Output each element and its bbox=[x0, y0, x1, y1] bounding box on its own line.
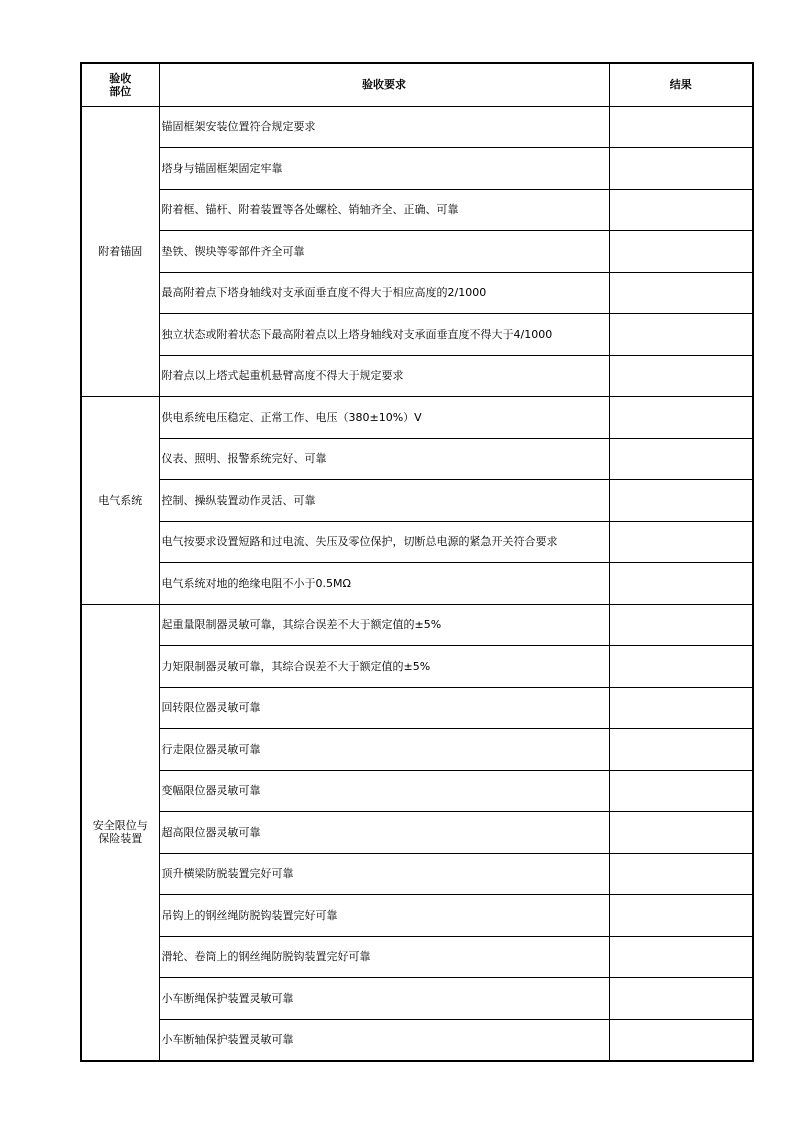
table-row bbox=[81, 272, 753, 314]
section-label-line: 安全限位与 bbox=[92, 819, 148, 832]
table-row bbox=[81, 853, 753, 895]
table-body bbox=[81, 106, 753, 1061]
header-inspection-requirement: 验收要求 bbox=[159, 63, 609, 106]
table-row bbox=[81, 1019, 753, 1061]
result-cell[interactable] bbox=[609, 604, 753, 646]
requirement-cell: 附着框、锚杆、附着装置等各处螺栓、销轴齐全、正确、可靠 bbox=[159, 189, 609, 231]
requirement-cell: 滑轮、卷筒上的钢丝绳防脱钩装置完好可靠 bbox=[159, 936, 609, 978]
table-row bbox=[81, 148, 753, 190]
result-cell[interactable] bbox=[609, 480, 753, 522]
requirement-cell: 起重量限制器灵敏可靠，其综合误差不大于额定值的±5% bbox=[159, 604, 609, 646]
result-cell[interactable] bbox=[609, 770, 753, 812]
result-cell[interactable] bbox=[609, 272, 753, 314]
table-row bbox=[81, 729, 753, 771]
header-inspection-part bbox=[81, 63, 159, 106]
result-cell[interactable] bbox=[609, 521, 753, 563]
requirement-cell: 小车断绳保护装置灵敏可靠 bbox=[159, 978, 609, 1020]
requirement-cell: 最高附着点下塔身轴线对支承面垂直度不得大于相应高度的2/1000 bbox=[159, 272, 609, 314]
table-row bbox=[81, 812, 753, 854]
requirement-cell: 变幅限位器灵敏可靠 bbox=[159, 770, 609, 812]
table-row bbox=[81, 397, 753, 439]
requirement-cell: 行走限位器灵敏可靠 bbox=[159, 729, 609, 771]
table-row bbox=[81, 895, 753, 937]
inspection-table bbox=[80, 62, 754, 1062]
table-row bbox=[81, 604, 753, 646]
result-cell[interactable] bbox=[609, 106, 753, 148]
section-label bbox=[81, 397, 159, 605]
result-cell[interactable] bbox=[609, 812, 753, 854]
requirement-cell: 垫铁、锲块等零部件齐全可靠 bbox=[159, 231, 609, 273]
result-cell[interactable] bbox=[609, 729, 753, 771]
requirement-cell: 超高限位器灵敏可靠 bbox=[159, 812, 609, 854]
result-cell[interactable] bbox=[609, 687, 753, 729]
result-cell[interactable] bbox=[609, 936, 753, 978]
result-cell[interactable] bbox=[609, 355, 753, 397]
result-cell[interactable] bbox=[609, 231, 753, 273]
table-row bbox=[81, 521, 753, 563]
requirement-cell: 小车断轴保护装置灵敏可靠 bbox=[159, 1019, 609, 1061]
requirement-cell: 独立状态或附着状态下最高附着点以上塔身轴线对支承面垂直度不得大于4/1000 bbox=[159, 314, 609, 356]
result-cell[interactable] bbox=[609, 563, 753, 605]
result-cell[interactable] bbox=[609, 1019, 753, 1061]
result-cell[interactable] bbox=[609, 895, 753, 937]
result-cell[interactable] bbox=[609, 148, 753, 190]
table-row bbox=[81, 438, 753, 480]
requirement-cell: 仪表、照明、报警系统完好、可靠 bbox=[159, 438, 609, 480]
result-cell[interactable] bbox=[609, 978, 753, 1020]
header-result: 结果 bbox=[609, 63, 753, 106]
section-label-line: 附着锚固 bbox=[98, 244, 143, 258]
requirement-cell: 供电系统电压稳定、正常工作、电压（380±10%）V bbox=[159, 397, 609, 439]
table-row bbox=[81, 770, 753, 812]
header-part-line2: 部位 bbox=[109, 84, 132, 98]
table-row bbox=[81, 646, 753, 688]
result-cell[interactable] bbox=[609, 853, 753, 895]
section-label-line: 电气系统 bbox=[98, 493, 143, 507]
result-cell[interactable] bbox=[609, 314, 753, 356]
requirement-cell: 电气按要求设置短路和过电流、失压及零位保护，切断总电源的紧急开关符合要求 bbox=[159, 521, 609, 563]
result-cell[interactable] bbox=[609, 189, 753, 231]
section-label-line: 保险装置 bbox=[98, 832, 143, 845]
table-row bbox=[81, 936, 753, 978]
section-label bbox=[81, 106, 159, 397]
requirement-cell: 锚固框架安装位置符合规定要求 bbox=[159, 106, 609, 148]
table-row bbox=[81, 480, 753, 522]
requirement-cell: 顶升横梁防脱装置完好可靠 bbox=[159, 853, 609, 895]
requirement-cell: 附着点以上塔式起重机悬臂高度不得大于规定要求 bbox=[159, 355, 609, 397]
requirement-cell: 电气系统对地的绝缘电阻不小于0.5MΩ bbox=[159, 563, 609, 605]
requirement-cell: 控制、操纵装置动作灵活、可靠 bbox=[159, 480, 609, 522]
result-cell[interactable] bbox=[609, 646, 753, 688]
table-row bbox=[81, 687, 753, 729]
table-header-row bbox=[81, 63, 753, 106]
table-row bbox=[81, 978, 753, 1020]
requirement-cell: 塔身与锚固框架固定牢靠 bbox=[159, 148, 609, 190]
table-row bbox=[81, 314, 753, 356]
header-part-line1: 验收 bbox=[109, 71, 132, 85]
table-row bbox=[81, 189, 753, 231]
table-row bbox=[81, 355, 753, 397]
result-cell[interactable] bbox=[609, 438, 753, 480]
section-label bbox=[81, 604, 159, 1061]
requirement-cell: 回转限位器灵敏可靠 bbox=[159, 687, 609, 729]
table-row bbox=[81, 231, 753, 273]
table-row bbox=[81, 106, 753, 148]
requirement-cell: 力矩限制器灵敏可靠，其综合误差不大于额定值的±5% bbox=[159, 646, 609, 688]
result-cell[interactable] bbox=[609, 397, 753, 439]
requirement-cell: 吊钩上的钢丝绳防脱钩装置完好可靠 bbox=[159, 895, 609, 937]
table-row bbox=[81, 563, 753, 605]
